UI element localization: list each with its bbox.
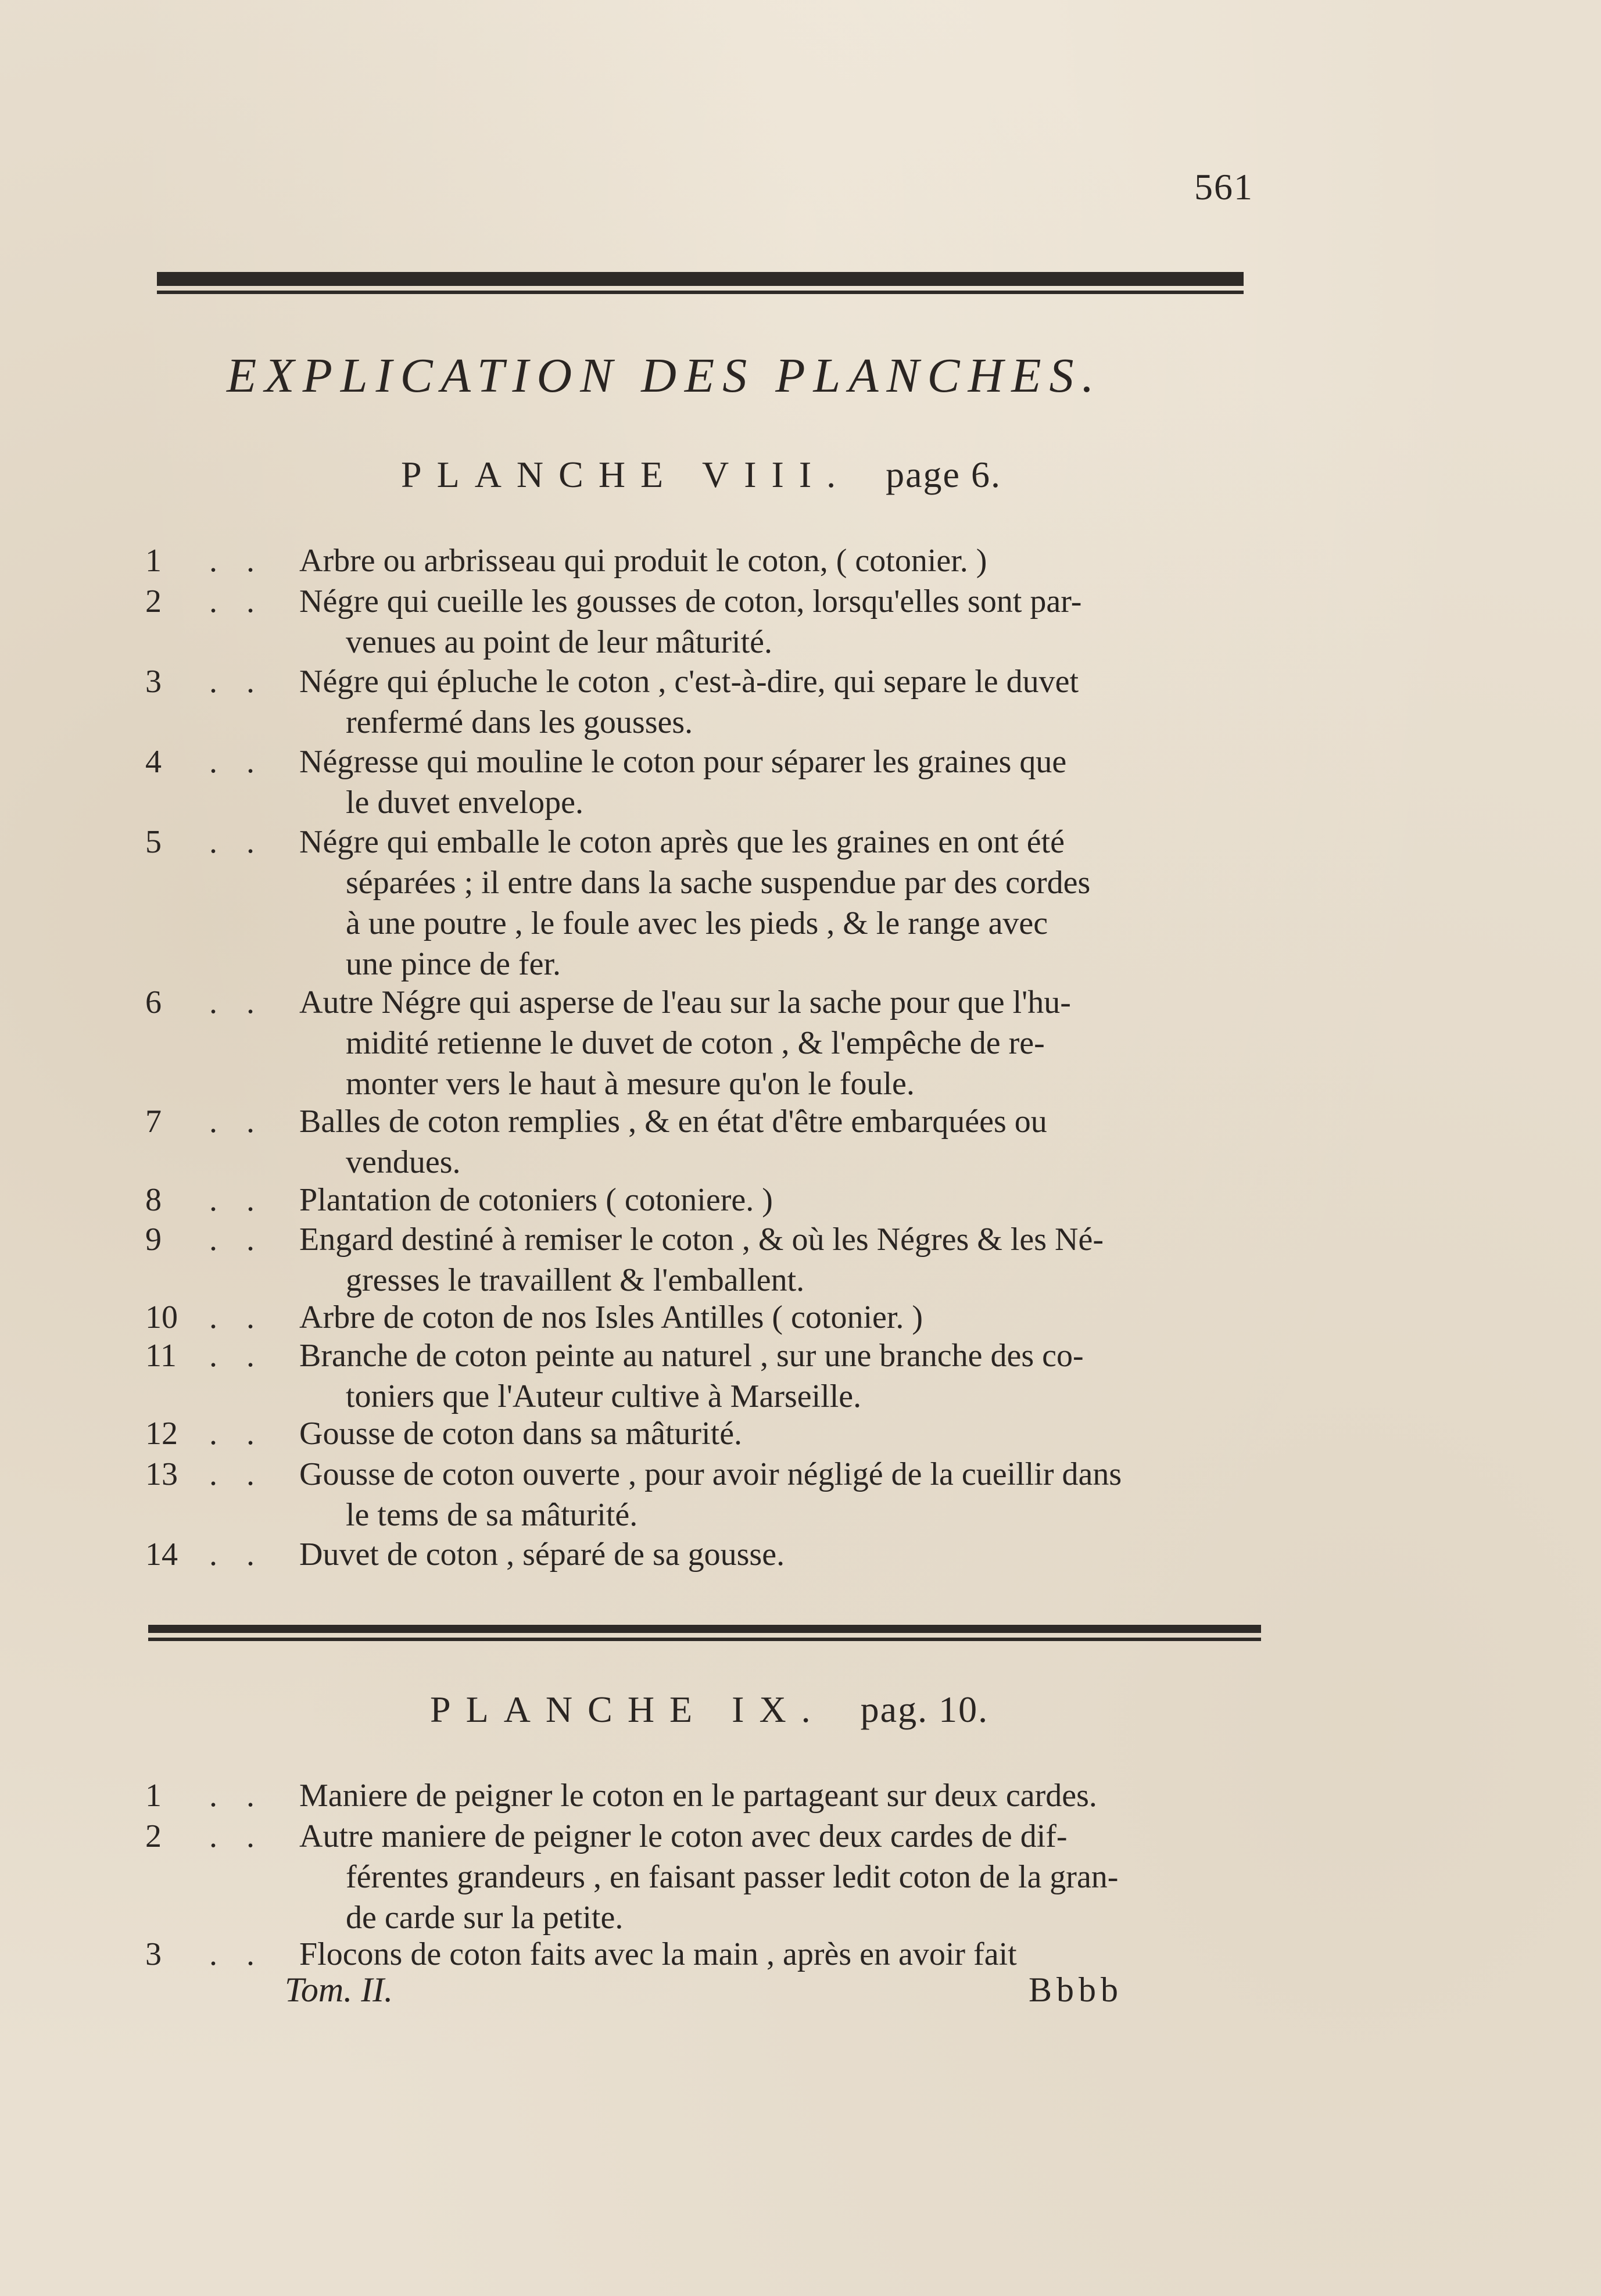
entry-line: monter vers le haut à mesure qu'on le foule. xyxy=(346,1066,915,1102)
entry-number: 2 xyxy=(145,1818,162,1854)
entry-number: 6 xyxy=(145,984,162,1020)
leader-dots: . . xyxy=(209,984,265,1020)
leader-dots: . . xyxy=(209,1778,265,1814)
list-item xyxy=(145,1219,1308,1301)
entry-line: séparées ; il entre dans la sache suspendue par des cordes xyxy=(346,865,1091,901)
entry-line: toniers que l'Auteur cultive à Marseille. xyxy=(346,1378,862,1414)
leader-dots: . . xyxy=(209,744,265,780)
entry-number: 2 xyxy=(145,583,162,619)
list-item xyxy=(145,1101,1308,1183)
section-rule-underline xyxy=(148,1638,1261,1641)
list-item xyxy=(145,822,1308,984)
list-item xyxy=(145,540,1308,581)
entry-line: de carde sur la petite. xyxy=(346,1900,624,1936)
leader-dots: . . xyxy=(209,1818,265,1854)
leader-dots: . . xyxy=(209,1104,265,1140)
entry-number: 1 xyxy=(145,543,162,579)
entry-line: Maniere de peigner le coton en le partageant sur deux cardes. xyxy=(299,1778,1097,1814)
leader-dots: . . xyxy=(209,1536,265,1573)
list-item xyxy=(145,742,1308,823)
entry-line: le tems de sa mâturité. xyxy=(346,1497,638,1533)
entry-number: 10 xyxy=(145,1299,178,1335)
list-item xyxy=(145,661,1308,743)
leader-dots: . . xyxy=(209,583,265,619)
leader-dots: . . xyxy=(209,1338,265,1374)
entry-number: 9 xyxy=(145,1222,162,1258)
entry-number: 1 xyxy=(145,1778,162,1814)
leader-dots: . . xyxy=(209,1936,265,1972)
entry-line: Plantation de cotoniers ( cotoniere. ) xyxy=(299,1182,773,1218)
leader-dots: . . xyxy=(209,664,265,700)
list-item xyxy=(145,1335,1308,1417)
entry-line: à une poutre , le foule avec les pieds , & le range avec xyxy=(346,905,1048,941)
list-item xyxy=(145,1297,1308,1338)
list-item xyxy=(145,1934,1308,1975)
entry-line: une pince de fer. xyxy=(346,946,561,982)
list-item xyxy=(145,1413,1308,1454)
entry-number: 3 xyxy=(145,664,162,700)
leader-dots: . . xyxy=(209,1182,265,1218)
list-item xyxy=(145,1816,1308,1938)
list-item xyxy=(145,1534,1308,1575)
entry-line: vendues. xyxy=(346,1144,461,1180)
list-item xyxy=(145,1454,1308,1535)
plate-heading-viii xyxy=(401,453,1001,496)
list-item xyxy=(145,982,1308,1104)
leader-dots: . . xyxy=(209,1222,265,1258)
entry-line: Engard destiné à remiser le coton , & où les Négres & les Né- xyxy=(299,1222,1104,1258)
list-item xyxy=(145,1180,1308,1220)
entry-line: gresses le travaillent & l'emballent. xyxy=(346,1262,805,1298)
list-item xyxy=(145,1775,1308,1816)
entry-number: 13 xyxy=(145,1456,178,1492)
entry-line: Autre Négre qui asperse de l'eau sur la sache pour que l'hu- xyxy=(299,984,1071,1020)
entry-number: 12 xyxy=(145,1416,178,1452)
entry-line: Gousse de coton dans sa mâturité. xyxy=(299,1416,743,1452)
section-rule xyxy=(148,1625,1261,1633)
entry-line: Autre maniere de peigner le coton avec deux cardes de dif- xyxy=(299,1818,1068,1854)
entry-number: 5 xyxy=(145,824,162,860)
entry-line: midité retienne le duvet de coton , & l'empêche de re- xyxy=(346,1025,1045,1061)
entry-line: le duvet envelope. xyxy=(346,785,583,821)
leader-dots: . . xyxy=(209,543,265,579)
volume-footer: Tom. II. xyxy=(285,1971,393,2009)
entry-number: 7 xyxy=(145,1104,162,1140)
entry-number: 3 xyxy=(145,1936,162,1972)
entry-line: Branche de coton peinte au naturel , sur une branche des co- xyxy=(299,1338,1084,1374)
entry-number: 11 xyxy=(145,1338,177,1374)
entry-line: Négre qui emballe le coton après que les graines en ont été xyxy=(299,824,1065,860)
leader-dots: . . xyxy=(209,824,265,860)
signature-mark: Bbbb xyxy=(1029,1971,1123,2009)
entry-line: Arbre ou arbrisseau qui produit le coton, ( cotonier. ) xyxy=(299,543,987,579)
leader-dots: . . xyxy=(209,1416,265,1452)
entry-number: 14 xyxy=(145,1536,178,1573)
entry-line: férentes grandeurs , en faisant passer ledit coton de la gran- xyxy=(346,1859,1119,1895)
plate-page-ref: page 6. xyxy=(886,454,1001,495)
entry-line: Flocons de coton faits avec la main , après en avoir fait xyxy=(299,1936,1017,1972)
entry-number: 4 xyxy=(145,744,162,780)
entry-line: Négresse qui mouline le coton pour séparer les graines que xyxy=(299,744,1067,780)
entry-line: Gousse de coton ouverte , pour avoir négligé de la cueillir dans xyxy=(299,1456,1122,1492)
leader-dots: . . xyxy=(209,1456,265,1492)
entry-number: 8 xyxy=(145,1182,162,1218)
plate-name: PLANCHE IX. xyxy=(430,1689,826,1730)
list-item xyxy=(145,581,1308,662)
top-rule-underline xyxy=(157,291,1244,294)
entry-line: renfermé dans les gousses. xyxy=(346,704,693,740)
plate-page-ref: pag. 10. xyxy=(860,1689,989,1730)
plate-heading-ix xyxy=(430,1688,988,1731)
leader-dots: . . xyxy=(209,1299,265,1335)
page-number: 561 xyxy=(1194,166,1253,207)
entry-line: Négre qui épluche le coton , c'est-à-dire, qui separe le duvet xyxy=(299,664,1079,700)
entry-line: Duvet de coton , séparé de sa gousse. xyxy=(299,1536,785,1573)
page-title: EXPLICATION DES PLANCHES. xyxy=(227,349,1102,403)
plate-name: PLANCHE VIII. xyxy=(401,454,851,495)
entry-line: Balles de coton remplies , & en état d'être embarquées ou xyxy=(299,1104,1047,1140)
entry-line: Négre qui cueille les gousses de coton, lorsqu'elles sont par- xyxy=(299,583,1082,619)
top-ornamental-rule xyxy=(157,272,1244,286)
entry-line: Arbre de coton de nos Isles Antilles ( cotonier. ) xyxy=(299,1299,923,1335)
entry-line: venues au point de leur mâturité. xyxy=(346,624,772,660)
